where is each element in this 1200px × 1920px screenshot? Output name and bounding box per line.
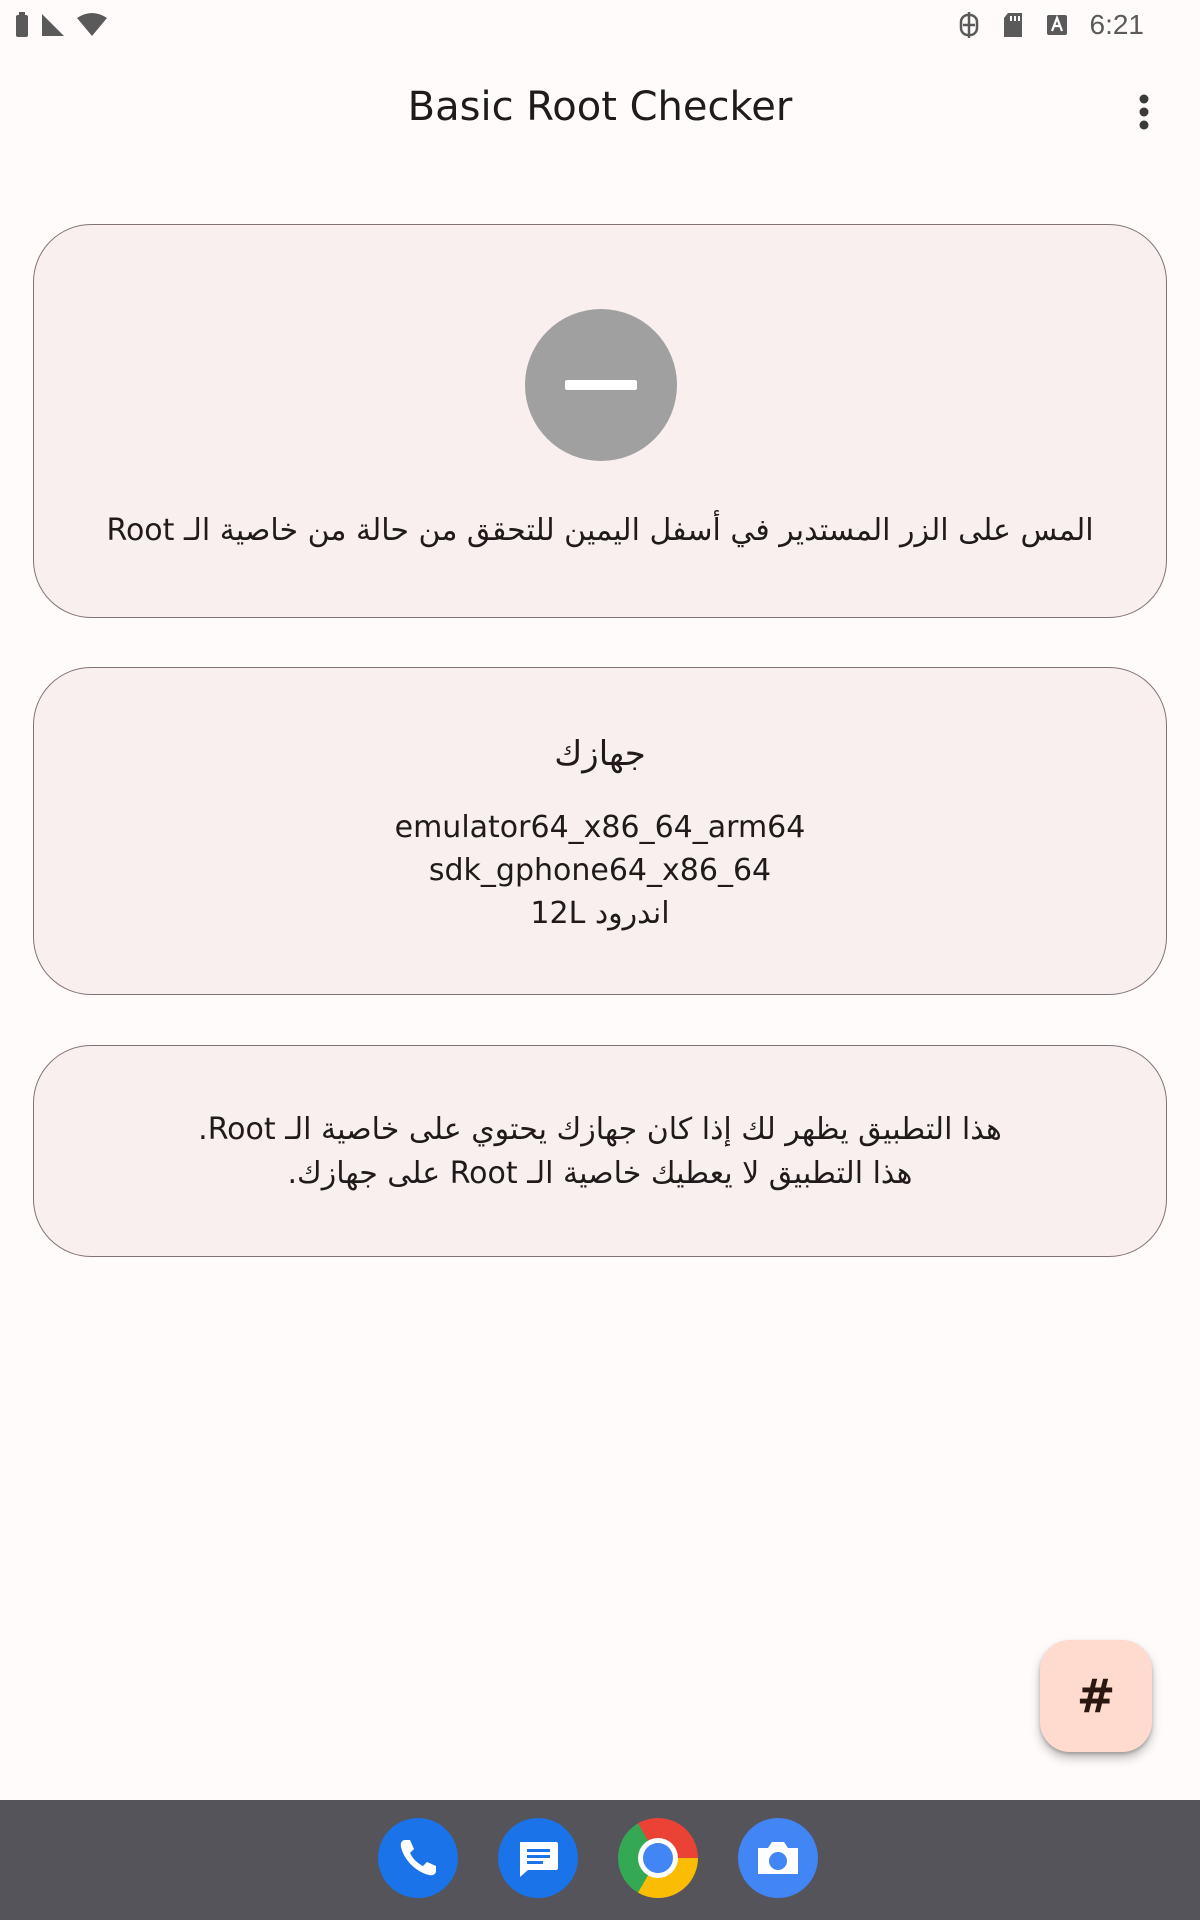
about-text <box>34 1108 1166 1196</box>
navigation-bar <box>0 1800 1200 1920</box>
device-card-title: جهازك <box>554 734 646 774</box>
wifi-icon <box>76 12 108 38</box>
status-left-icons <box>14 12 108 38</box>
status-bar <box>0 0 1200 50</box>
device-details <box>34 806 1166 935</box>
data-saver-icon <box>958 11 980 39</box>
minus-circle-icon <box>525 309 677 461</box>
messages-app-icon[interactable] <box>498 1818 578 1898</box>
app-bar <box>0 60 1200 164</box>
device-model: emulator64_x86_64_arm64 <box>394 810 806 845</box>
about-line-2: هذا التطبيق لا يعطيك خاصية الـ Root على جهازك. <box>287 1156 913 1191</box>
phone-app-icon[interactable] <box>378 1818 458 1898</box>
device-info-card <box>33 667 1167 995</box>
chrome-icon <box>638 1838 678 1878</box>
battery-icon <box>14 12 30 38</box>
android-version: اندرود 12L <box>530 896 670 931</box>
sd-card-icon <box>1002 12 1024 38</box>
camera-icon <box>738 1818 818 1898</box>
check-root-fab[interactable] <box>1040 1640 1152 1752</box>
message-icon <box>498 1818 578 1898</box>
chrome-app-icon[interactable] <box>618 1818 698 1898</box>
overflow-menu-button[interactable] <box>1122 88 1166 136</box>
status-time: 6:21 <box>1089 9 1144 40</box>
hash-icon: # <box>1076 1669 1116 1723</box>
status-right-icons <box>958 8 1145 42</box>
font-a-icon <box>1046 14 1068 36</box>
device-product: sdk_gphone64_x86_64 <box>428 853 772 888</box>
camera-app-icon[interactable] <box>738 1818 818 1898</box>
minus-bar <box>565 380 637 390</box>
more-vert-icon <box>1138 94 1150 130</box>
root-status-message: المس على الزر المستدير في أسفل اليمين للتحقق من حالة من خاصية الـ Root <box>106 513 1094 548</box>
phone-icon <box>378 1818 458 1898</box>
root-status-card <box>33 224 1167 618</box>
about-line-1: هذا التطبيق يظهر لك إذا كان جهازك يحتوي على خاصية الـ Root. <box>198 1112 1002 1147</box>
app-dock <box>378 1818 818 1898</box>
app-title: Basic Root Checker <box>407 84 793 130</box>
about-card <box>33 1045 1167 1257</box>
signal-icon <box>40 12 66 38</box>
